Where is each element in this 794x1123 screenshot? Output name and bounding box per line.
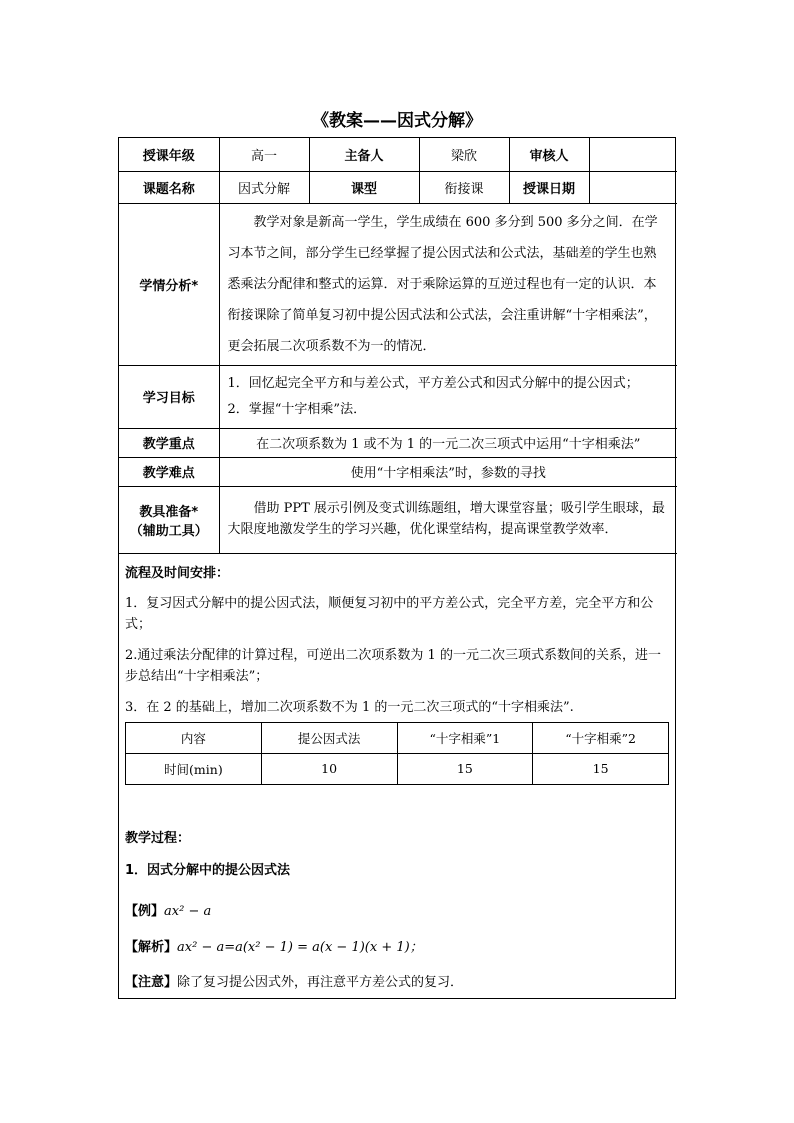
note-text: 除了复习提公因式外，再注意平方差公式的复习． [177,974,464,990]
table-row [119,138,677,171]
analysis-text: 教学对象是新高一学生，学生成绩在 600 多分到 500 多分之间．在学习本节之间，部分学生已经掌握了提公因式法和公式法，基础差的学生也熟悉乘法分配律和整式的运算．对于乘除运算的互逆过程也有一定的认识．本衔接课除了简单复习初中提公因式法和公式法，会注重讲解“十字相乘法”，更会拓展二次项系数不为一的情况． [219,203,677,365]
flow-item: 2.通过乘法分配律的计算过程，可逆出二次项系数为 1 的一元二次三项式系数间的关系，进一步总结出“十字相乘法”； [125,647,661,684]
example-line [125,901,669,923]
goal-item: 1．回忆起完全平方和与差公式，平方差公式和因式分解中的提公因式； [227,375,639,391]
date-label: 授课日期 [509,171,589,203]
process-heading: 教学过程： [125,830,191,846]
flow-item: 3．在 2 的基础上，增加二次项系数不为 1 的一元二次三项式的“十字相乘法”. [125,699,574,715]
focus-label: 教学重点 [119,428,219,457]
grade-value: 高一 [219,138,309,171]
type-value: 衔接课 [419,171,509,203]
section-1-title: 1．因式分解中的提公因式法 [125,862,291,878]
solution-label: 【解析】 [125,939,178,955]
tools-text: 借助 PPT 展示引例及变式训练题组，增大课堂容量；吸引学生眼球，最大限度地激发学生的学习兴趣，优化课堂结构，提高课堂教学效率． [219,486,677,553]
time-table [125,722,669,785]
preparer-value: 梁欣 [419,138,509,171]
type-label: 课型 [309,171,419,203]
reviewer-value [589,138,677,171]
goal-item: 2．掌握“十字相乘”法． [227,401,367,417]
note-line [125,972,669,994]
table-row [119,457,677,486]
tools-label [119,486,219,553]
goals-cell [219,365,677,428]
reviewer-label: 审核人 [509,138,589,171]
info-table [119,138,677,554]
table-row [119,365,677,428]
time-header-cell: “十字相乘”2 [533,722,669,753]
difficulty-label: 教学难点 [119,457,219,486]
topic-label: 课题名称 [119,171,219,203]
tools-label-sub: （辅助工具） [129,523,208,539]
flow-item: 1．复习因式分解中的提公因式法，顺便复习初中的平方差公式，完全平方差，完全平方和公式； [125,595,654,632]
time-cell: 15 [397,753,533,784]
tools-label-main: 教具准备* [139,504,199,520]
time-table-row [126,753,669,784]
difficulty-text: 使用“十字相乘法”时，参数的寻找 [219,457,677,486]
time-table-header [126,722,669,753]
time-header-cell: 内容 [126,722,262,753]
table-row [119,486,677,553]
table-row [119,171,677,203]
grade-label: 授课年级 [119,138,219,171]
example-label: 【例】 [125,903,165,919]
date-value [589,171,677,203]
document-title: 《教案——因式分解》 [312,111,482,131]
flow-heading: 流程及时间安排： [125,565,230,581]
goals-label: 学习目标 [119,365,219,428]
focus-text: 在二次项系数为 1 或不为 1 的一元二次三项式中运用“十字相乘法” [219,428,677,457]
table-row [119,203,677,365]
time-header-cell: 提公因式法 [261,722,397,753]
example-expression: ax² − a [164,903,212,919]
note-label: 【注意】 [125,974,178,990]
solution-line [125,937,669,959]
analysis-label: 学情分析* [119,203,219,365]
flow-section [119,554,675,994]
solution-expression: ax² − a=a(x² − 1) = a(x − 1)(x + 1)； [177,939,423,955]
table-row [119,428,677,457]
time-cell: 15 [533,753,669,784]
preparer-label: 主备人 [309,138,419,171]
topic-value: 因式分解 [219,171,309,203]
time-cell: 时间(min) [126,753,262,784]
lesson-plan-table [118,137,676,999]
time-header-cell: “十字相乘”1 [397,722,533,753]
time-cell: 10 [261,753,397,784]
